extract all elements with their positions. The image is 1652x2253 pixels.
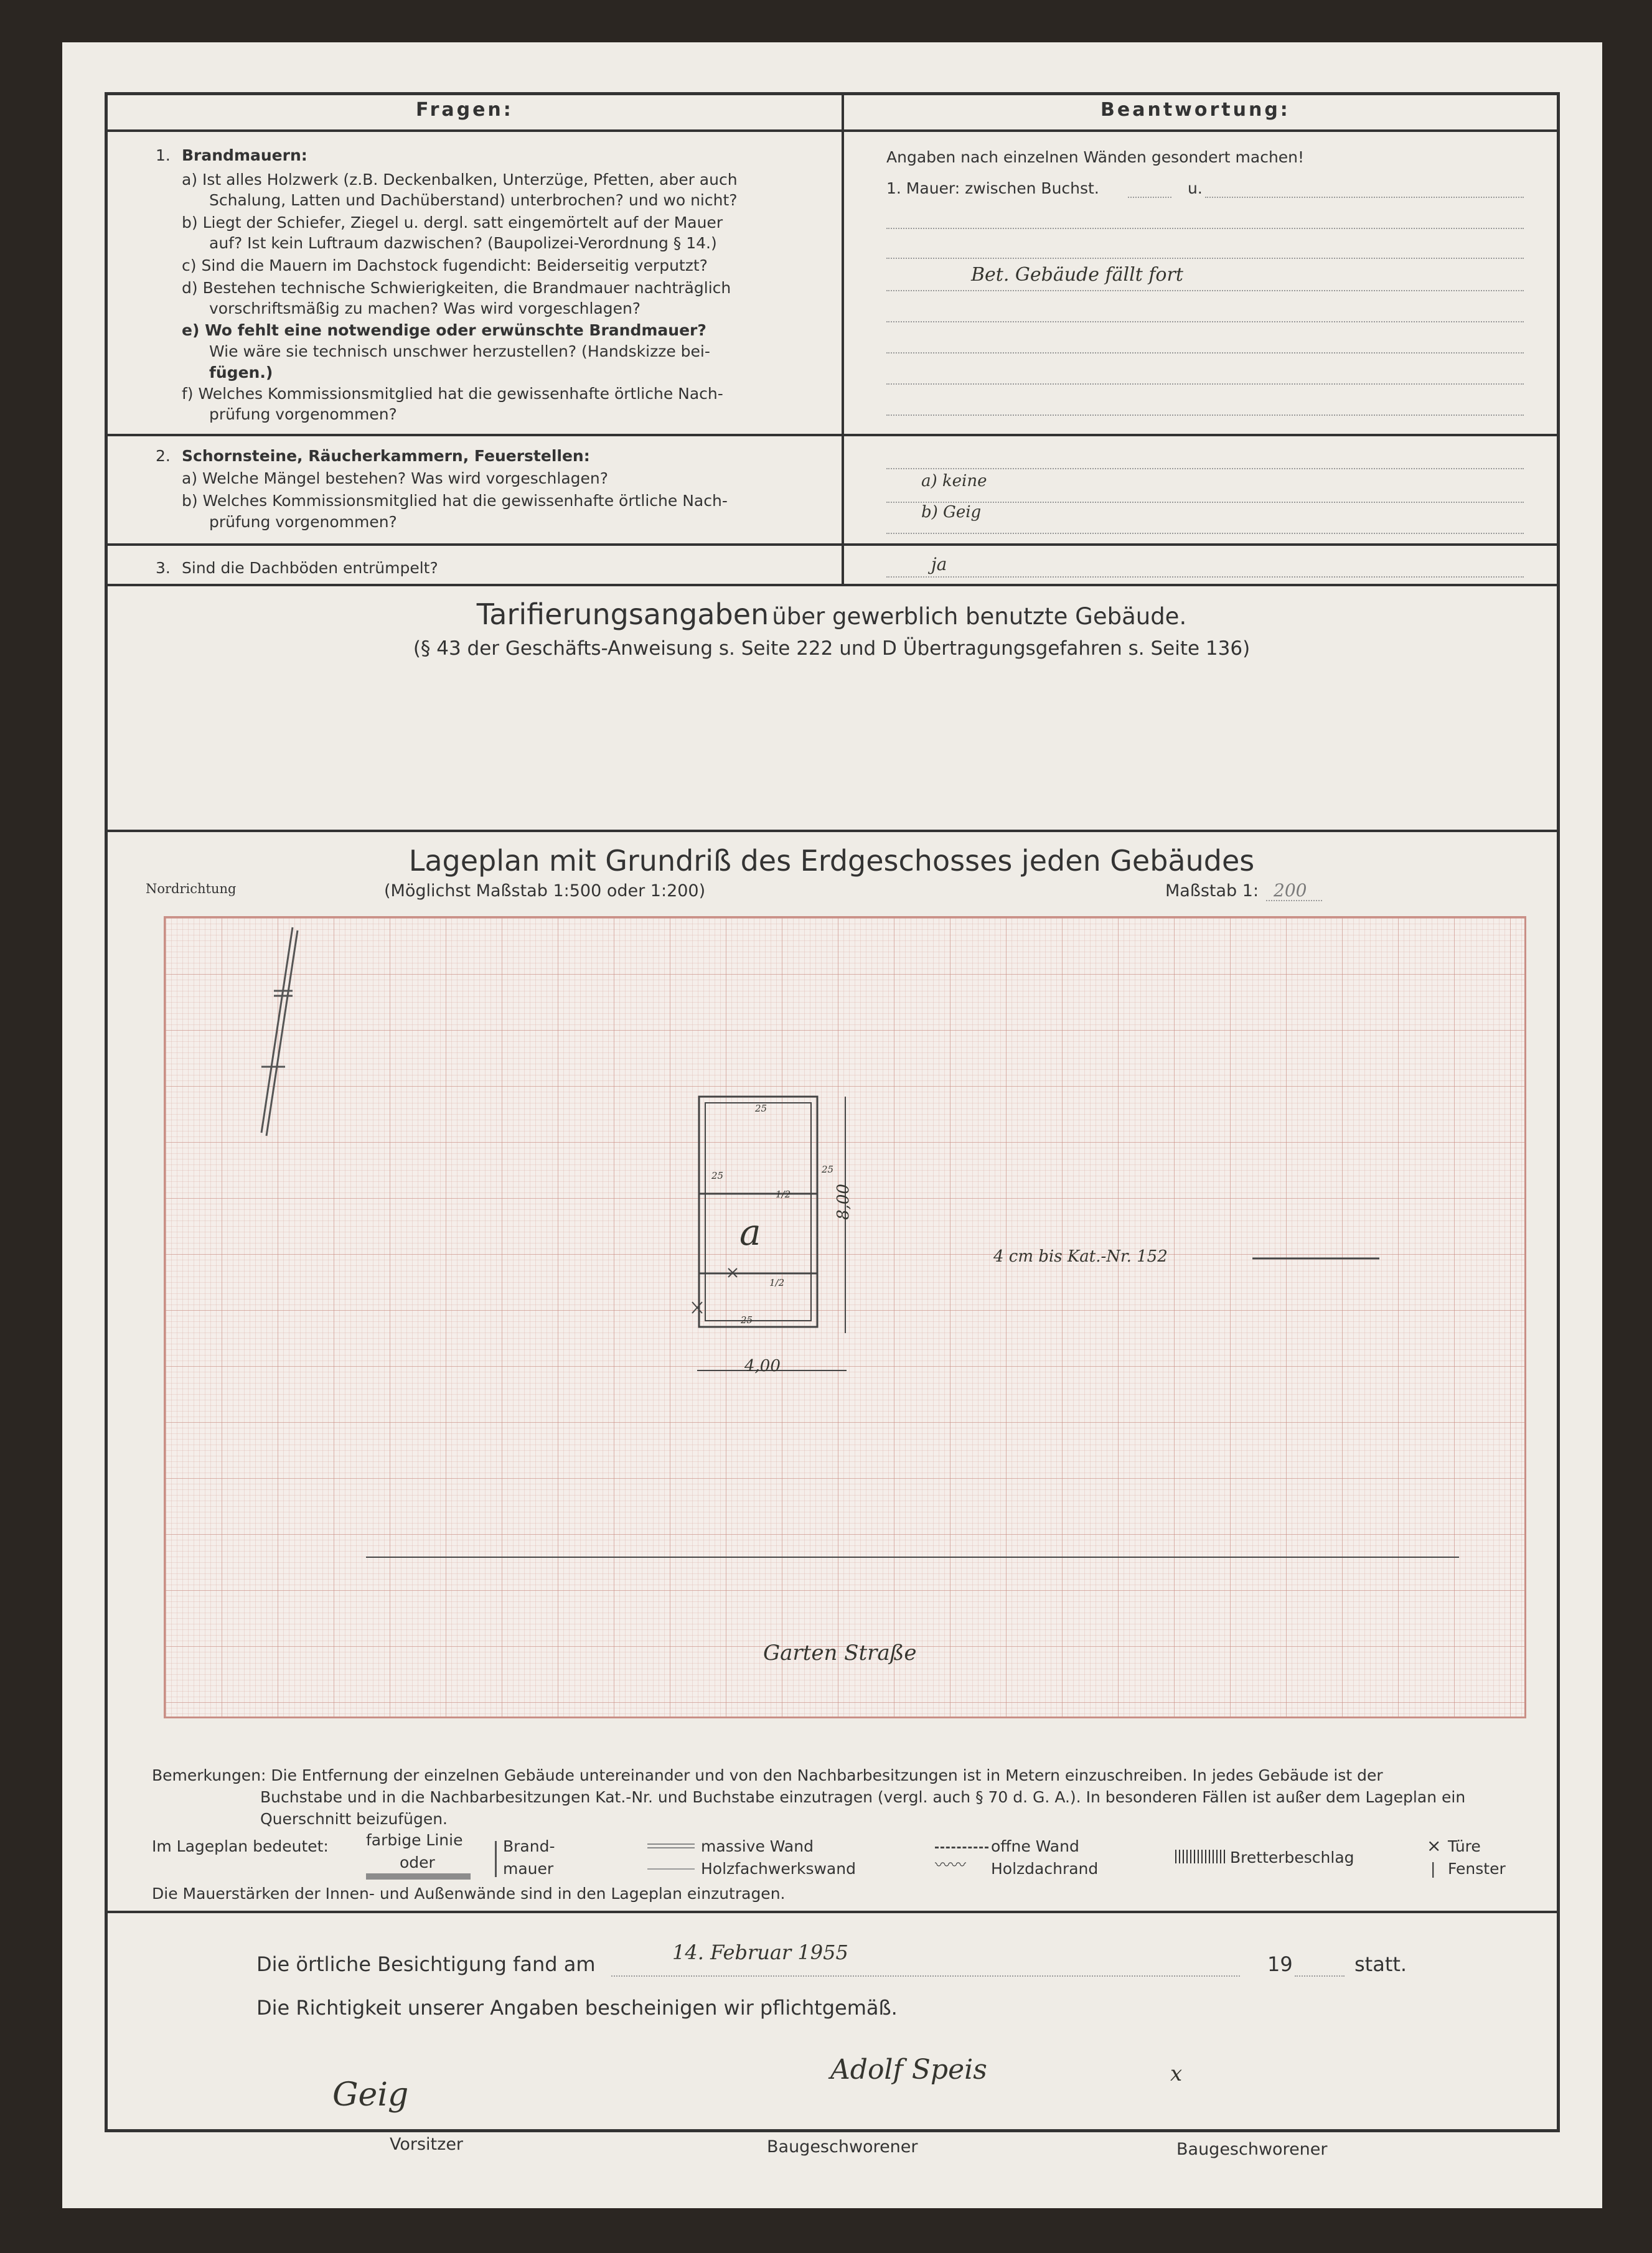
q1-answer-wall: 1. Mauer: zwischen Buchst. [886,179,1099,197]
legend-oder: oder [400,1853,435,1871]
richtigkeit-text: Die Richtigkeit unserer Angaben bescheinigen wir pflichtgemäß. [256,1996,898,2020]
north-arrow-line [266,930,298,1136]
q2-line: prüfung vorgenommen? [209,513,397,531]
legend-massive-wand: massive Wand [701,1837,814,1855]
legend-holzdachrand: Holzdachrand [991,1860,1099,1878]
q1-title: Brandmauern: [182,146,307,164]
street-name: Garten Straße [763,1641,917,1665]
q1-line: c) Sind die Mauern im Dachstock fugendicht: Beiderseitig verputzt? [182,256,708,274]
legend-tuere: Türe [1448,1837,1481,1855]
fragen-header: Fragen: [416,99,514,121]
wall-thickness-label: 25 [741,1314,753,1326]
tarif-title-big: Tarifierungsangaben [476,597,769,631]
bemerkungen-line: Bemerkungen: Die Entfernung der einzelnen Gebäude untereinander und von den Nachbarbesitzungen ist in Metern einzuschreiben. In jedes Gebäude ist der [152,1766,1383,1784]
role-baugeschworener-1: Baugeschworener [767,2137,918,2157]
q1-line: a) Ist alles Holzwerk (z.B. Deckenbalken, Unterzüge, Pfetten, aber auch [182,171,738,189]
q2-line: a) Welche Mängel bestehen? Was wird vorgeschlagen? [182,469,609,487]
wall-thickness-label: 25 [822,1164,834,1175]
q1-line: fügen.) [209,363,273,382]
legend-holzdach-symbol: 〰〰 [935,1856,967,1874]
statt-text: statt. [1354,1952,1407,1976]
q1-line: d) Bestehen technische Schwierigkeiten, die Brandmauer nachträglich [182,279,731,297]
q2-title: Schornsteine, Räucherkammern, Feuerstellen: [182,447,590,465]
scale-label: Maßstab 1: [1165,881,1259,901]
lageplan-title: Lageplan mit Grundriß des Erdgeschosses jeden Gebäudes [408,844,1255,878]
role-vorsitzer: Vorsitzer [390,2135,464,2154]
besichtigung-text: Die örtliche Besichtigung fand am [256,1952,596,1976]
legend-brand: Brand- [503,1837,555,1855]
wall-thickness-label: 1/2 [776,1189,791,1200]
q1-line: Schalung, Latten und Dachüberstand) unterbrochen? und wo nicht? [209,191,738,209]
signature-baugeschworener-1: Adolf Speis [830,2054,987,2086]
q2-handwritten-a: a) keine [921,472,987,490]
tarif-title-rest: über gewerblich benutzte Gebäude. [772,603,1187,630]
scale-hint: (Möglichst Maßstab 1:500 oder 1:200) [384,881,706,901]
dimension-height: 8,00 [834,1184,853,1220]
legend-bracket [495,1841,500,1877]
q1-answer-intro: Angaben nach einzelnen Wänden gesondert machen! [886,148,1305,166]
legend-bretterbeschlag: Bretterbeschlag [1230,1848,1354,1867]
legend-mauer: mauer [503,1860,554,1878]
legend-farbige-linie: farbige Linie [366,1831,463,1849]
wall-thickness-label: 25 [755,1103,767,1114]
mauerstaerken-note: Die Mauerstärken der Innen- und Außenwände sind in den Lageplan einzutragen. [152,1885,786,1903]
nordrichtung-label: Nordrichtung [146,881,237,896]
q1-line: auf? Ist kein Luftraum dazwischen? (Baupolizei-Verordnung § 14.) [209,234,717,252]
q3-text: Sind die Dachböden entrümpelt? [182,559,438,577]
q1-number: 1. [156,146,171,164]
beantwortung-header: Beantwortung: [1101,99,1290,121]
q2-line: b) Welches Kommissionsmitglied hat die gewissenhafte örtliche Nach- [182,492,728,510]
role-baugeschworener-2: Baugeschworener [1176,2140,1328,2159]
legend-fenster: Fenster [1448,1860,1506,1878]
q1-line: f) Welches Kommissionsmitglied hat die gewissenhafte örtliche Nach- [182,385,723,403]
q1-line: e) Wo fehlt eine notwendige oder erwünschte Brandmauer? [182,321,706,339]
q2-number: 2. [156,447,171,465]
year-prefix: 19 [1267,1952,1293,1976]
scale-value: 200 [1274,880,1307,901]
q3-number: 3. [156,559,171,577]
wall-thickness-label: 1/2 [769,1277,785,1288]
q1-answer-u: u. [1188,179,1203,197]
year-dotted-line [1295,1975,1345,1977]
legend-bretter-symbol [1175,1850,1225,1863]
legend-tuere-symbol: × [1427,1835,1442,1856]
wall-thickness-label: 25 [711,1170,724,1181]
legend-intro: Im Lageplan bedeutet: [152,1837,329,1855]
signature-vorsitzer: Geig [332,2076,409,2114]
door-mark [692,1302,702,1313]
q1-line: prüfung vorgenommen? [209,405,397,423]
q1-line: b) Liegt der Schiefer, Ziegel u. dergl. satt eingemörtelt auf der Mauer [182,213,723,232]
legend-offne-wand: offne Wand [991,1837,1079,1855]
q1-line: vorschriftsmäßig zu machen? Was wird vorgeschlagen? [209,299,641,317]
legend-colored-bar [366,1873,471,1880]
legend-holzfachwerk: Holzfachwerkswand [701,1860,856,1878]
date-dotted-line [611,1975,1240,1977]
distance-annotation: 4 cm bis Kat.-Nr. 152 [993,1247,1168,1266]
bemerkungen-line: Querschnitt beizufügen. [260,1810,448,1828]
tarif-subtitle: (§ 43 der Geschäfts-Anweisung s. Seite 222 und D Übertragungsgefahren s. Seite 136) [413,637,1251,660]
legend-fenster-symbol: | [1430,1860,1436,1878]
legend-holzfach-symbol [647,1868,695,1870]
q1-handwritten-answer: Bet. Gebäude fällt fort [971,264,1183,286]
q1-line: Wie wäre sie technisch unschwer herzustellen? (Handskizze bei- [209,342,710,360]
bemerkungen-line: Buchstabe und in die Nachbarbesitzungen Kat.-Nr. und Buchstabe einzutragen (vergl. auch § 70 d. G. A.). In besonderen Fällen ist außer dem Lageplan ein [260,1788,1466,1806]
inspection-date: 14. Februar 1955 [672,1941,848,1964]
q3-handwritten: ja [931,554,947,574]
building-letter: a [739,1211,761,1253]
north-arrow-line [261,927,293,1133]
legend-offen-symbol [935,1847,988,1848]
legend-massive-symbol [647,1843,695,1848]
q2-handwritten-b: b) Geig [921,503,982,522]
dimension-width: 4,00 [744,1357,781,1375]
signature-baugeschworener-2: x [1170,2061,1183,2086]
